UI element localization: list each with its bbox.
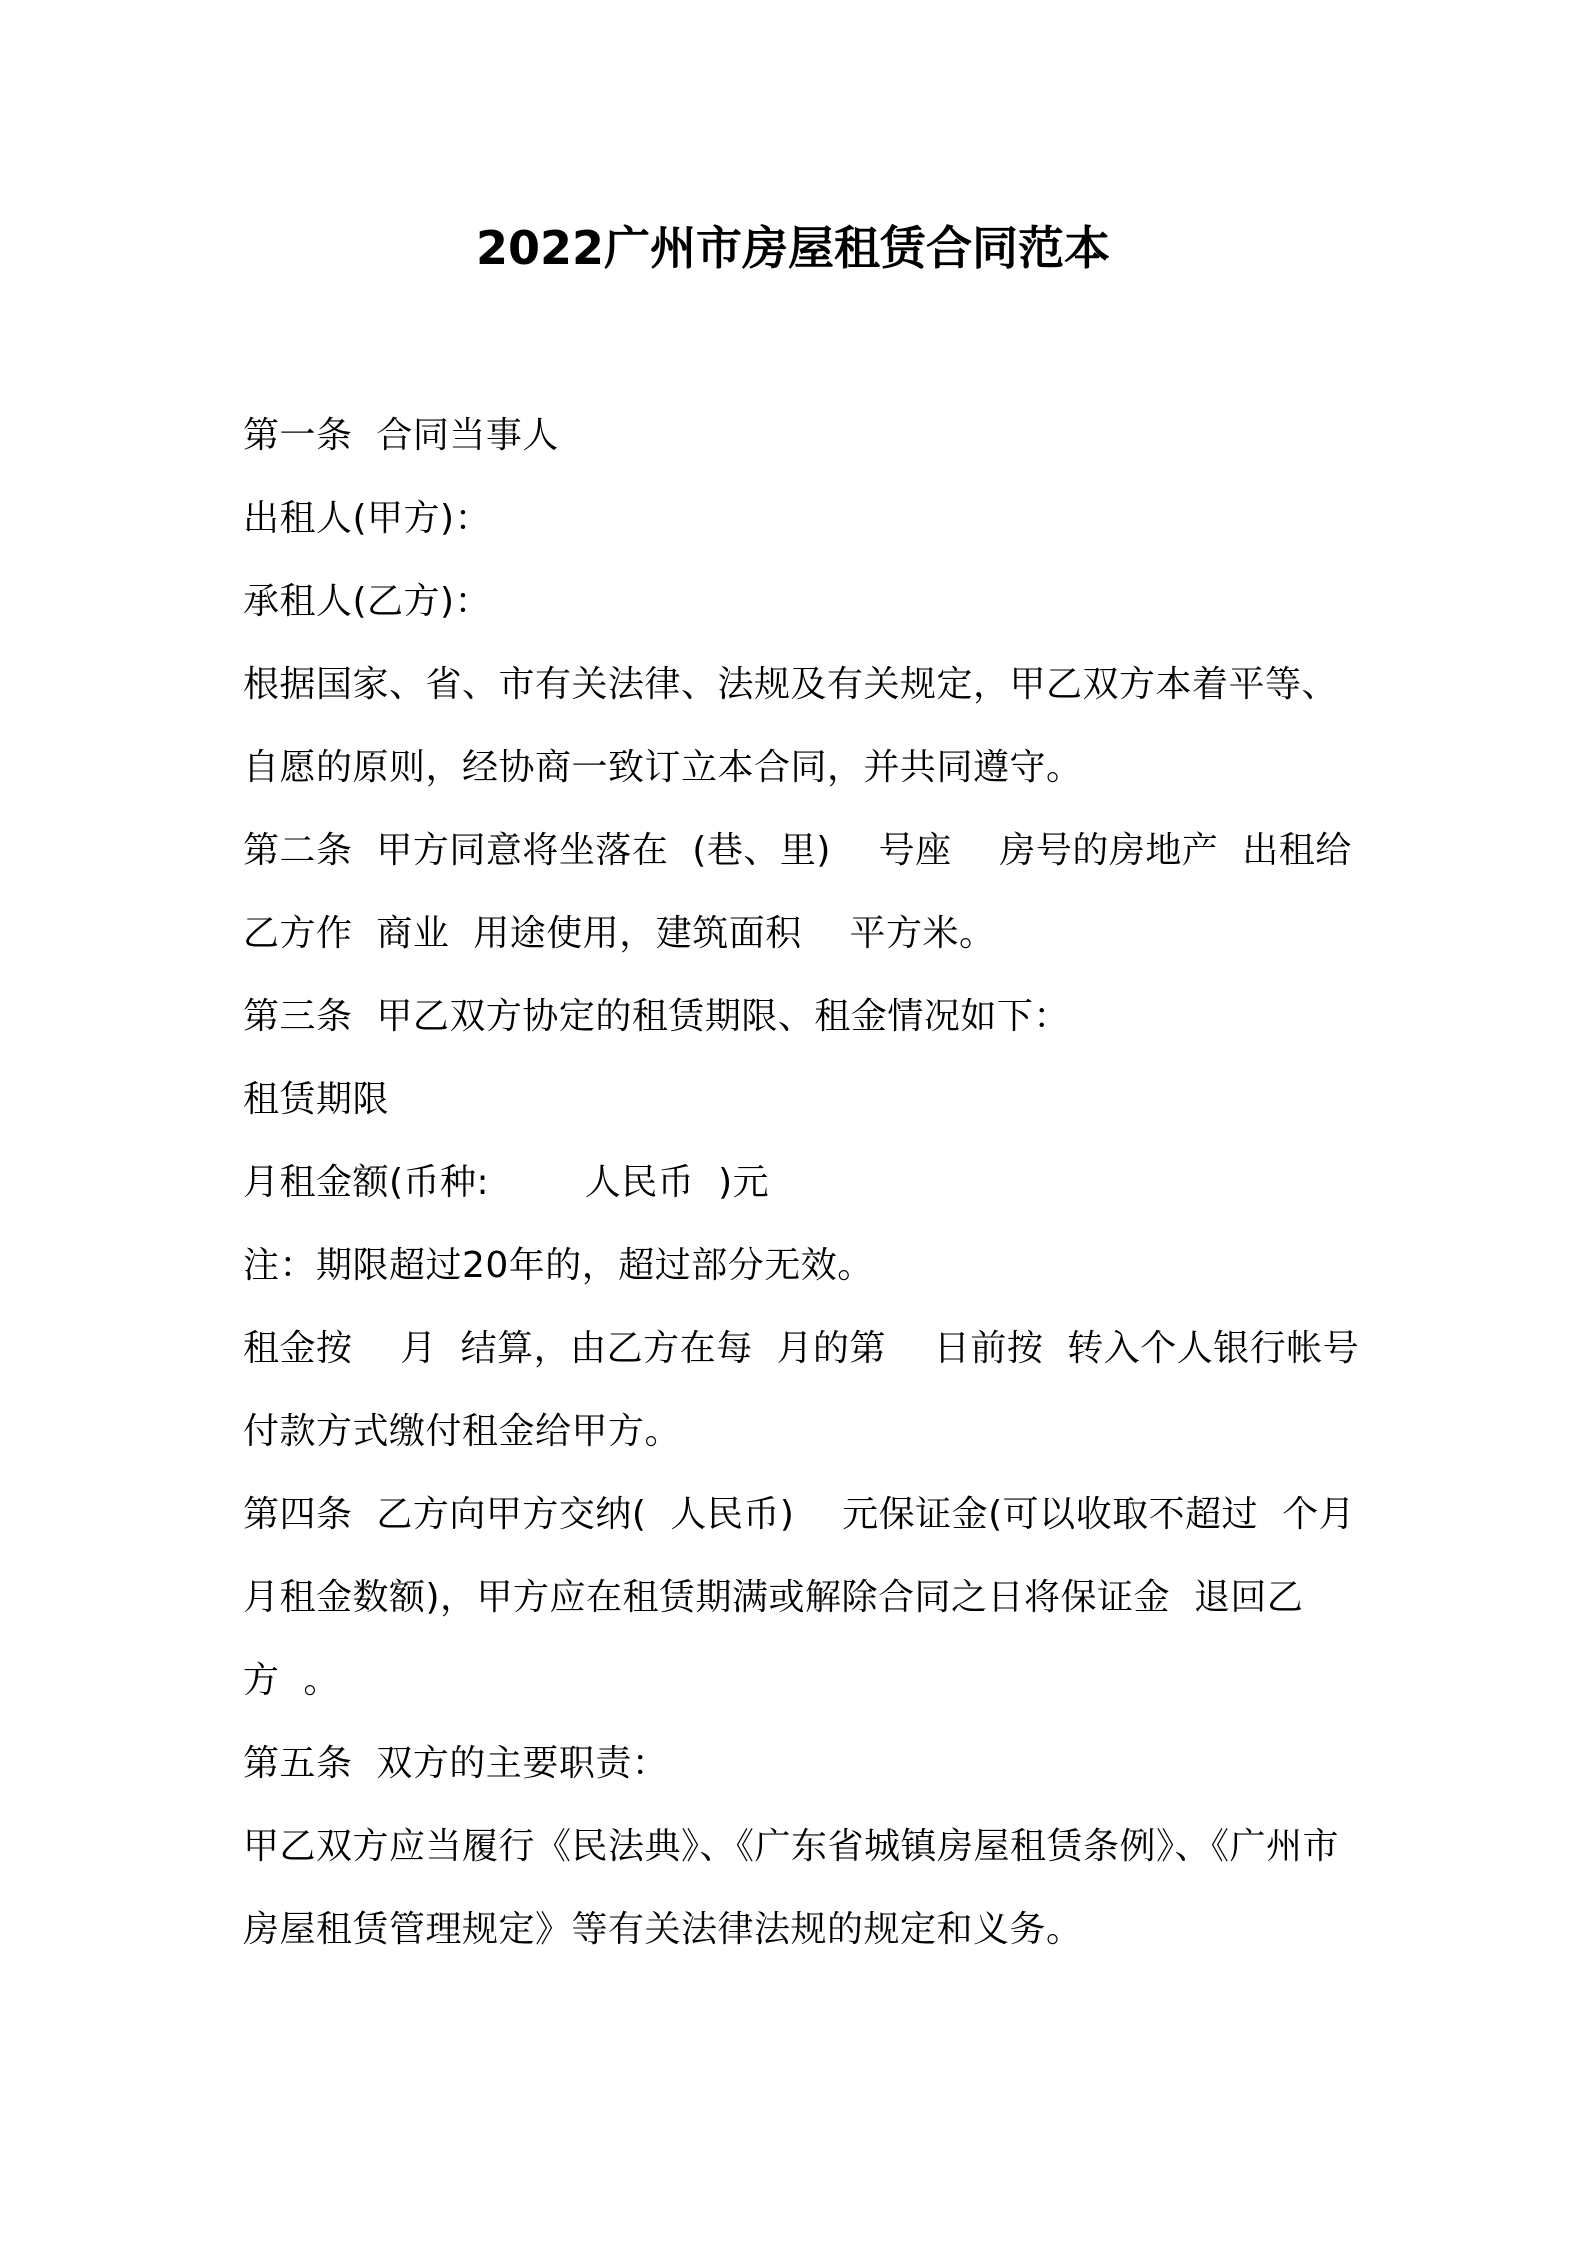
article-4-line-1: 第四条 乙方向甲方交纳( 人民币) 元保证金(可以收取不超过 个月: [243, 1494, 1356, 1535]
rent-payment-line-1: 租金按 月 结算，由乙方在每 月的第 日前按 转入个人银行帐号: [243, 1328, 1360, 1369]
preamble-line-2: 自愿的原则，经协商一致订立本合同，并共同遵守。: [243, 747, 1083, 788]
article-2-line-1: 第二条 甲方同意将坐落在 (巷、里) 号座 房号的房地产 出租给: [243, 830, 1352, 871]
article-5-line-1: 甲乙双方应当履行《民法典》、《广东省城镇房屋租赁条例》、《广州市: [243, 1826, 1340, 1867]
article-5-heading: 第五条 双方的主要职责：: [243, 1743, 669, 1784]
lease-term-line: 租赁期限: [243, 1079, 390, 1120]
rent-payment-line-2: 付款方式缴付租金给甲方。: [243, 1411, 682, 1452]
monthly-rent-line: 月租金额(币种: 人民币 )元: [243, 1162, 770, 1203]
article-4-line-2: 月租金数额)，甲方应在租赁期满或解除合同之日将保证金 退回乙: [243, 1577, 1304, 1618]
preamble-line-1: 根据国家、省、市有关法律、法规及有关规定，甲乙双方本着平等、: [243, 664, 1339, 705]
lessor-line: 出租人(甲方)：: [243, 498, 492, 539]
document-title: 2022广州市房屋租赁合同范本: [475, 221, 1111, 275]
article-2-line-2: 乙方作 商业 用途使用，建筑面积 平方米。: [243, 913, 996, 954]
article-4-line-3: 方 。: [243, 1660, 340, 1701]
article-3-heading: 第三条 甲乙双方协定的租赁期限、租金情况如下：: [243, 996, 1070, 1037]
article-1-heading: 第一条 合同当事人: [243, 415, 559, 456]
lessee-line: 承租人(乙方)：: [243, 581, 492, 622]
article-5-line-2: 房屋租赁管理规定》等有关法律法规的规定和义务。: [243, 1909, 1083, 1950]
term-note-line: 注：期限超过20年的，超过部分无效。: [243, 1245, 874, 1286]
